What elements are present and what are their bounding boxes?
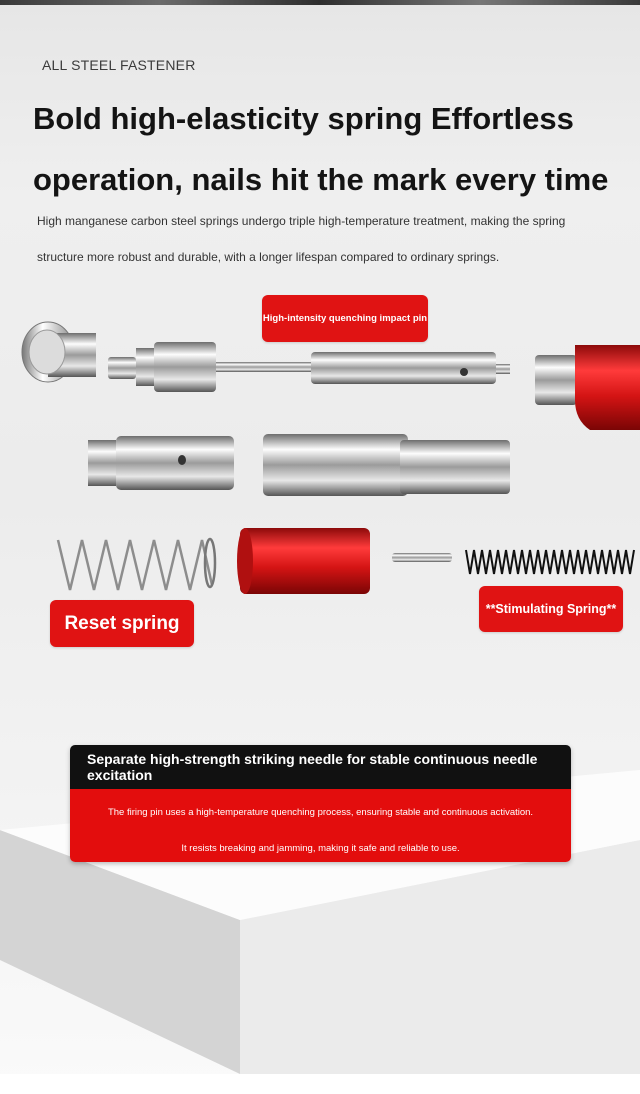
info-body-line-2: It resists breaking and jamming, making it safe and reliable to use. <box>181 843 460 854</box>
long-sleeve-part <box>263 434 510 496</box>
headline-line-2: operation, nails hit the mark every time <box>33 162 609 197</box>
stimulating-spring-part <box>466 550 634 574</box>
brand-label: ALL STEEL FASTENER <box>42 57 196 73</box>
short-barrel-part <box>88 436 234 490</box>
stimulating-spring-label: **Stimulating Spring** <box>479 586 623 632</box>
red-handle-part <box>535 345 640 430</box>
impact-pin-label: High-intensity quenching impact pin <box>262 295 428 342</box>
description-line-2: structure more robust and durable, with a longer lifespan compared to ordinary springs. <box>37 250 500 264</box>
small-pin-part <box>392 553 452 562</box>
info-box <box>70 745 571 862</box>
info-title: Separate high-strength striking needle for stable continuous needle excitation <box>70 745 571 789</box>
threaded-cap-part <box>22 322 96 382</box>
reset-spring-part <box>58 539 215 590</box>
red-sleeve-part <box>237 528 370 594</box>
description-line-1: High manganese carbon steel springs undergo triple high-temperature treatment, making the spring <box>37 214 566 228</box>
impact-pin-part <box>108 342 510 392</box>
info-body-line-1: The firing pin uses a high-temperature quenching process, ensuring stable and continuous activation. <box>107 807 534 818</box>
headline-line-1: Bold high-elasticity spring Effortless <box>33 101 574 136</box>
info-body <box>70 789 571 862</box>
reset-spring-label: Reset spring <box>50 600 194 647</box>
